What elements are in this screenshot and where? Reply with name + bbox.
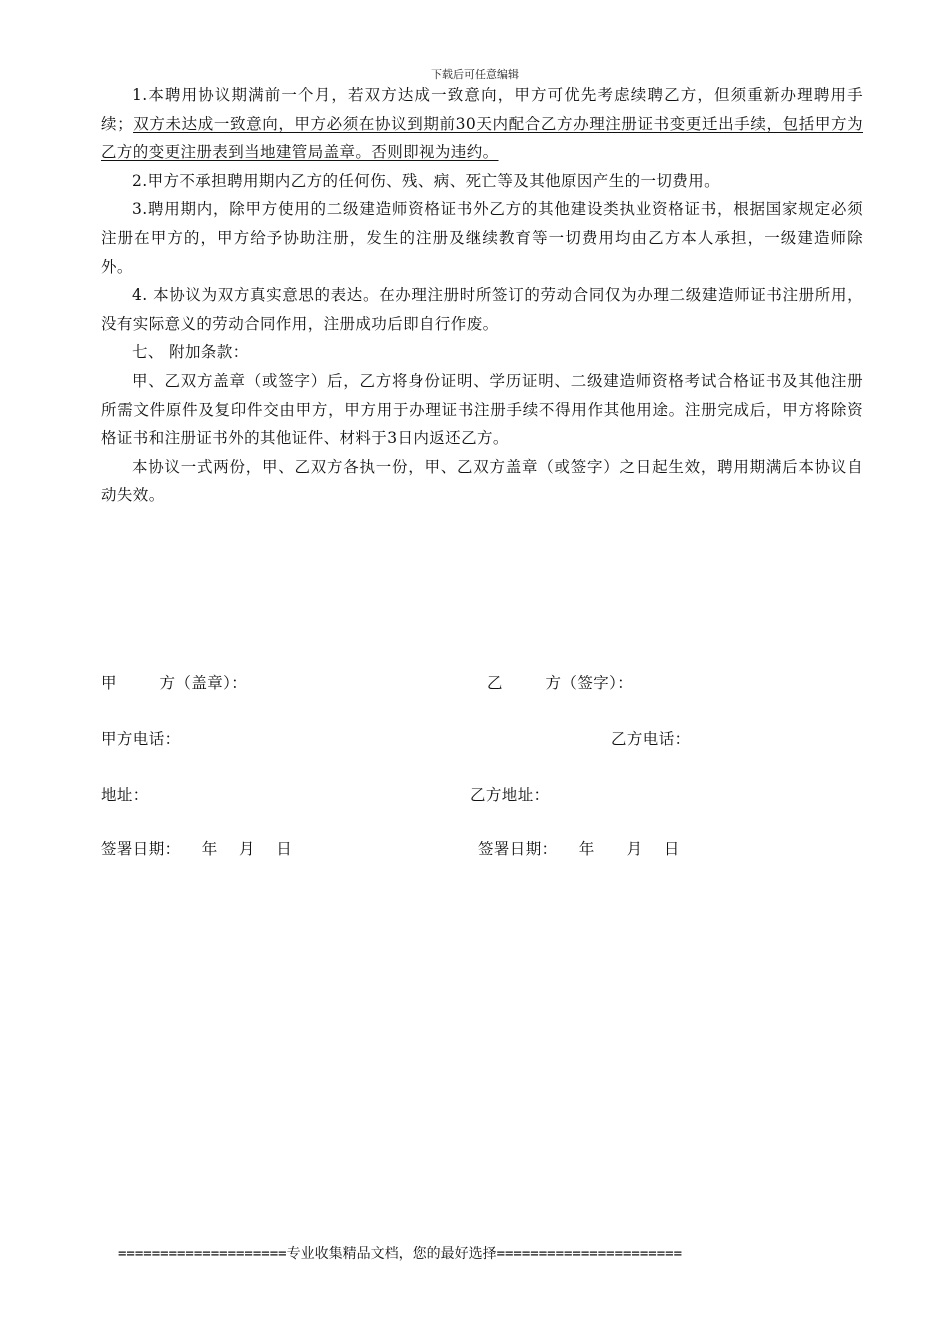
- party-a-date-label: 签署日期： 年 月 日: [101, 840, 293, 858]
- agreement-body: [101, 81, 863, 510]
- clause-1: [101, 81, 863, 167]
- party-b-address-label: 乙方地址：: [470, 786, 550, 804]
- page-header-note: 下载后可任意编辑: [431, 68, 519, 81]
- clause-1-underlined-text: 双方未达成一致意向，甲方必须在协议到期前30天内配合乙方办理注册证书变更迁出手续，包括甲方为乙方的变更注册表到当地建管局盖章。否则即视为违约。: [101, 114, 863, 162]
- party-b-phone-label: 乙方电话：: [611, 730, 691, 748]
- party-b-sign-label: 乙 方（签字）：: [487, 674, 634, 692]
- clause-3: 3.聘用期内，除甲方使用的二级建造师资格证书外乙方的其他建设类执业资格证书，根据国家规定必须注册在甲方的，甲方给予协助注册，发生的注册及继续教育等一切费用均由乙方本人承担，一级建造师除外。: [101, 200, 863, 276]
- clause-1-text: 1.本聘用协议期满前一个月，若双方达成一致意向，甲方可优先考虑续聘乙方，但须重新办理聘用手续；: [101, 86, 863, 133]
- page-footer-banner: ====================专业收集精品文档，您的最好选择======================: [118, 1246, 683, 1262]
- clause-2: 2.甲方不承担聘用期内乙方的任何伤、残、病、死亡等及其他原因产生的一切费用。: [132, 171, 720, 190]
- clause-4: 4. 本协议为双方真实意思的表达。在办理注册时所签订的劳动合同仅为办理二级建造师证书注册所用，没有实际意义的劳动合同作用，注册成功后即自行作废。: [101, 286, 863, 333]
- party-b-date-label: 签署日期： 年 月 日: [478, 840, 680, 858]
- effectiveness-clause: 本协议一式两份，甲、乙双方各执一份，甲、乙双方盖章（或签字）之日起生效，聘用期满后本协议自动失效。: [101, 457, 863, 505]
- additional-clause-1: 甲、乙双方盖章（或签字）后，乙方将身份证明、学历证明、二级建造师资格考试合格证书及其他注册所需文件原件及复印件交由甲方，甲方用于办理证书注册手续不得用作其他用途。注册完成后，甲方将除资格证书和注册证书外的其他证件、材料于3日内返还乙方。: [101, 371, 863, 448]
- party-a-address-label: 地址：: [101, 786, 149, 804]
- section-7-heading: 七、 附加条款：: [132, 343, 249, 362]
- party-a-seal-label: 甲 方（盖章）：: [101, 674, 248, 692]
- party-a-phone-label: 甲方电话：: [101, 730, 181, 748]
